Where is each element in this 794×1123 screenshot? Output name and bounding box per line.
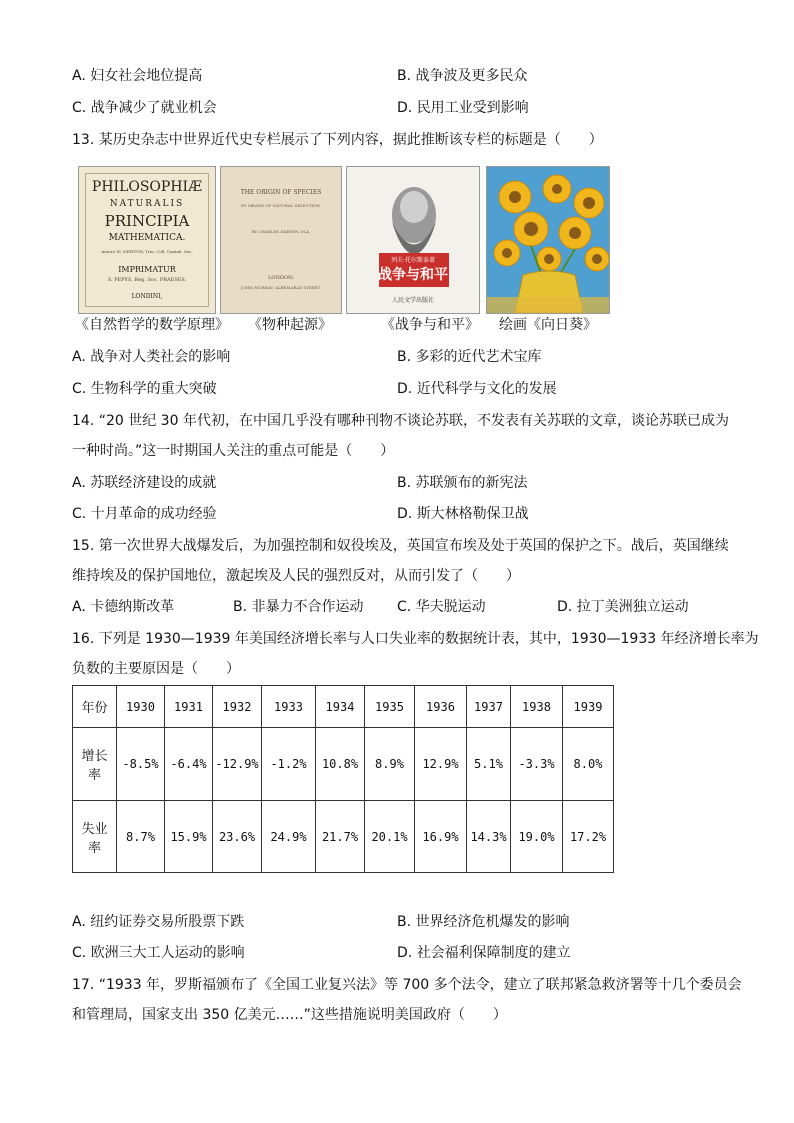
table-unemployment-cell: 19.0% bbox=[511, 801, 563, 873]
table-row-growth bbox=[73, 728, 614, 801]
table-year-cell: 1938 bbox=[511, 686, 563, 728]
option-b: B. 多彩的近代艺术宝库 bbox=[397, 349, 542, 365]
table-unemployment-cell: 20.1% bbox=[365, 801, 415, 873]
option-b: B. 非暴力不合作运动 bbox=[233, 599, 364, 615]
option-c: C. 欧洲三大工人运动的影响 bbox=[72, 945, 245, 961]
caption-principia: 《自然哲学的数学原理》 bbox=[75, 317, 229, 333]
option-b: B. 战争波及更多民众 bbox=[397, 68, 528, 84]
sunflowers-drawing bbox=[487, 167, 610, 314]
option-a: A. 苏联经济建设的成就 bbox=[72, 475, 217, 491]
table-growth-cell: -1.2% bbox=[262, 728, 316, 801]
table-header-cell: 年份 bbox=[73, 686, 117, 728]
economic-statistics-table bbox=[72, 685, 614, 873]
table-year-cell: 1931 bbox=[165, 686, 213, 728]
war-peace-publisher: 人民文学出版社 bbox=[391, 297, 434, 304]
table-unemployment-cell: 16.9% bbox=[415, 801, 467, 873]
question-14-stem: 14. “20 世纪 30 年代初，在中国几乎没有哪种刊物不谈论苏联，不发表有关苏联的文章，谈论苏联已成为 bbox=[72, 413, 729, 429]
table-growth-label: 增长 率 bbox=[73, 728, 117, 801]
option-a: A. 纽约证券交易所股票下跌 bbox=[72, 914, 245, 930]
table-growth-cell: -6.4% bbox=[165, 728, 213, 801]
table-growth-cell: -12.9% bbox=[213, 728, 262, 801]
table-year-cell: 1936 bbox=[415, 686, 467, 728]
origin-title-line: LONDON: bbox=[268, 275, 294, 281]
question-16-stem-cont: 负数的主要原因是（ ） bbox=[72, 661, 240, 677]
principia-title-line: MATHEMATICA. bbox=[108, 233, 186, 243]
option-d: D. 拉丁美洲独立运动 bbox=[557, 599, 689, 615]
table-year-cell: 1930 bbox=[117, 686, 165, 728]
table-growth-cell: 12.9% bbox=[415, 728, 467, 801]
principia-title-line: NATURALIS bbox=[109, 199, 185, 209]
table-unemployment-cell: 17.2% bbox=[563, 801, 614, 873]
table-growth-cell: 8.0% bbox=[563, 728, 614, 801]
table-growth-cell: 5.1% bbox=[467, 728, 511, 801]
origin-title-line: THE ORIGIN OF SPECIES bbox=[240, 189, 322, 196]
option-d: D. 社会福利保障制度的建立 bbox=[397, 945, 571, 961]
table-year-cell: 1934 bbox=[316, 686, 365, 728]
table-year-cell: 1937 bbox=[467, 686, 511, 728]
table-growth-cell: 10.8% bbox=[316, 728, 365, 801]
option-c: C. 华夫脱运动 bbox=[397, 599, 486, 615]
table-unemployment-cell: 24.9% bbox=[262, 801, 316, 873]
table-growth-cell: 8.9% bbox=[365, 728, 415, 801]
option-a: A. 妇女社会地位提高 bbox=[72, 68, 203, 84]
table-year-cell: 1932 bbox=[213, 686, 262, 728]
option-a: A. 卡德纳斯改革 bbox=[72, 599, 175, 615]
war-peace-author: 列夫·托尔斯泰著 bbox=[391, 257, 435, 264]
war-peace-title: 战争与和平 bbox=[378, 267, 448, 283]
option-d: D. 民用工业受到影响 bbox=[397, 100, 529, 116]
table-unemployment-cell: 14.3% bbox=[467, 801, 511, 873]
table-unemployment-cell: 21.7% bbox=[316, 801, 365, 873]
option-d: D. 斯大林格勒保卫战 bbox=[397, 506, 529, 522]
table-unemployment-label: 失业 率 bbox=[73, 801, 117, 873]
principia-title-line: IMPRIMATUR bbox=[118, 265, 176, 274]
principia-title-line: Autore IS. NEWTON, Trin. Coll. Cantab. Soc. bbox=[101, 249, 193, 254]
option-b: B. 苏联颁布的新宪法 bbox=[397, 475, 528, 491]
table-row-unemployment bbox=[73, 801, 614, 873]
question-16-stem: 16. 下列是 1930—1939 年美国经济增长率与人口失业率的数据统计表，其中，1930—1933 年经济增长率为 bbox=[72, 631, 759, 647]
question-14-stem-cont: 一种时尚。”这一时期国人关注的重点可能是（ ） bbox=[72, 443, 395, 459]
question-17-stem: 17. “1933 年，罗斯福颁布了《全国工业复兴法》等 700 多个法令，建立了联邦紧急救济署等十几个委员会 bbox=[72, 977, 742, 993]
table-unemployment-cell: 8.7% bbox=[117, 801, 165, 873]
principia-title-line: LONDINI, bbox=[131, 293, 163, 300]
war-and-peace-cover-image bbox=[346, 166, 480, 314]
table-growth-cell: -8.5% bbox=[117, 728, 165, 801]
table-unemployment-cell: 23.6% bbox=[213, 801, 262, 873]
option-a: A. 战争对人类社会的影响 bbox=[72, 349, 231, 365]
question-15-stem-cont: 维持埃及的保护国地位，激起埃及人民的强烈反对，从而引发了（ ） bbox=[72, 568, 520, 584]
table-row-years bbox=[73, 686, 614, 728]
principia-title-line: S. PEPYS, Reg. Soc. PRAESES. bbox=[107, 277, 187, 283]
principia-title-line: PRINCIPIA bbox=[104, 212, 190, 230]
option-c: C. 十月革命的成功经验 bbox=[72, 506, 217, 522]
origin-of-species-title-page-image bbox=[220, 166, 342, 314]
table-unemployment-cell: 15.9% bbox=[165, 801, 213, 873]
question-13-stem: 13. 某历史杂志中世界近代史专栏展示了下列内容，据此推断该专栏的标题是（ ） bbox=[72, 132, 603, 148]
caption-war-and-peace: 《战争与和平》 bbox=[381, 317, 479, 333]
option-c: C. 战争减少了就业机会 bbox=[72, 100, 217, 116]
origin-title-line: JOHN MURRAY, ALBEMARLE STREET. bbox=[241, 285, 321, 290]
table-year-cell: 1933 bbox=[262, 686, 316, 728]
question-17-stem-cont: 和管理局，国家支出 350 亿美元……”这些措施说明美国政府（ ） bbox=[72, 1007, 507, 1023]
principia-title-line: PHILOSOPHIÆ bbox=[91, 179, 203, 195]
origin-title-line: BY CHARLES DARWIN, M.A. bbox=[251, 229, 311, 234]
table-year-cell: 1935 bbox=[365, 686, 415, 728]
caption-sunflowers: 绘画《向日葵》 bbox=[499, 317, 597, 333]
option-b: B. 世界经济危机爆发的影响 bbox=[397, 914, 570, 930]
question-15-stem: 15. 第一次世界大战爆发后，为加强控制和奴役埃及，英国宣布埃及处于英国的保护之下。战后，英国继续 bbox=[72, 538, 729, 554]
table-year-cell: 1939 bbox=[563, 686, 614, 728]
origin-title-line: BY MEANS OF NATURAL SELECTION, bbox=[241, 203, 321, 208]
table-growth-cell: -3.3% bbox=[511, 728, 563, 801]
tolstoy-portrait-icon bbox=[347, 167, 480, 314]
principia-title-page-image bbox=[78, 166, 216, 314]
sunflowers-painting-image bbox=[486, 166, 610, 314]
option-d: D. 近代科学与文化的发展 bbox=[397, 381, 557, 397]
caption-origin-of-species: 《物种起源》 bbox=[248, 317, 332, 333]
option-c: C. 生物科学的重大突破 bbox=[72, 381, 217, 397]
